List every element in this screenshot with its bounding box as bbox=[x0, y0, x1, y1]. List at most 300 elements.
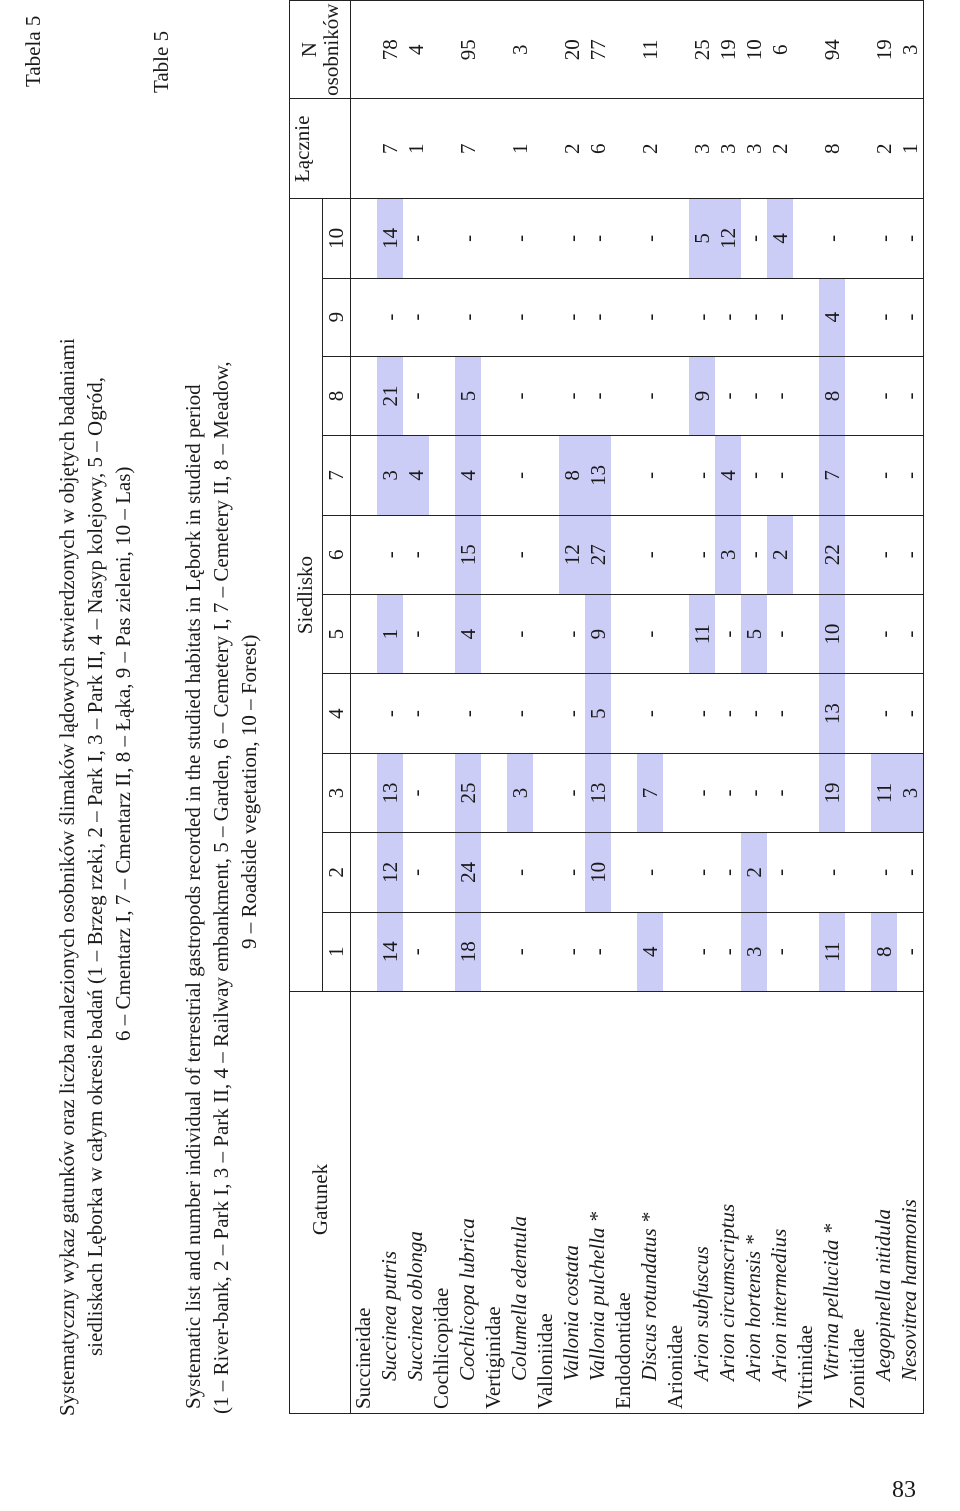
n-individuals-cell bbox=[611, 1, 637, 99]
total-cell: 1 bbox=[403, 99, 429, 199]
habitat-cell bbox=[429, 674, 455, 753]
habitat-cell bbox=[793, 674, 819, 753]
total-cell: 2 bbox=[559, 99, 585, 199]
habitat-cell: 7 bbox=[637, 753, 663, 832]
habitat-cell: 4 bbox=[403, 436, 429, 515]
habitat-cell bbox=[845, 594, 871, 673]
habitat-cell bbox=[533, 674, 559, 753]
habitat-cell bbox=[611, 199, 637, 278]
habitat-cell bbox=[351, 356, 378, 435]
habitat-cell: - bbox=[585, 912, 611, 991]
habitat-header-8: 8 bbox=[322, 356, 350, 435]
habitat-cell bbox=[611, 674, 637, 753]
habitat-cell: - bbox=[897, 912, 924, 991]
habitat-cell bbox=[351, 515, 378, 594]
habitat-cell: 3 bbox=[741, 912, 767, 991]
habitat-cell bbox=[845, 912, 871, 991]
habitat-cell: - bbox=[871, 356, 897, 435]
total-cell: 2 bbox=[767, 99, 793, 199]
habitat-cell: - bbox=[715, 753, 741, 832]
habitat-cell: - bbox=[897, 674, 924, 753]
habitat-cell bbox=[611, 436, 637, 515]
habitat-cell bbox=[351, 199, 378, 278]
habitat-cell: 3 bbox=[377, 436, 403, 515]
habitat-cell: 9 bbox=[689, 356, 715, 435]
habitat-cell: - bbox=[637, 278, 663, 356]
n-individuals-cell: 19 bbox=[871, 1, 897, 99]
n-individuals-cell bbox=[533, 1, 559, 99]
family-row bbox=[351, 1, 378, 1414]
habitat-cell: - bbox=[585, 278, 611, 356]
habitat-cell: 8 bbox=[559, 436, 585, 515]
habitat-cell: - bbox=[767, 594, 793, 673]
habitat-cell: - bbox=[689, 278, 715, 356]
habitat-cell: - bbox=[689, 912, 715, 991]
habitat-cell: - bbox=[637, 199, 663, 278]
caption-en-label: Table 5 bbox=[149, 30, 173, 93]
habitat-cell: 8 bbox=[819, 356, 845, 435]
n-label: N bbox=[297, 42, 321, 58]
habitat-cell: - bbox=[637, 594, 663, 673]
habitat-cell: - bbox=[871, 436, 897, 515]
habitat-cell: - bbox=[897, 278, 924, 356]
habitat-cell: - bbox=[403, 356, 429, 435]
habitat-cell bbox=[793, 753, 819, 832]
caption-pl-line3: 6 – Cmentarz I, 7 – Cmentarz II, 8 – Łąka, 9 – Pas zieleni, 10 – Las) bbox=[111, 466, 135, 1041]
habitat-cell bbox=[533, 356, 559, 435]
habitat-cell: - bbox=[819, 199, 845, 278]
habitat-cell: 22 bbox=[819, 515, 845, 594]
habitat-cell: - bbox=[767, 912, 793, 991]
habitat-cell: - bbox=[897, 833, 924, 912]
habitat-cell: 13 bbox=[377, 753, 403, 832]
species-name: Arion intermedius bbox=[767, 992, 793, 1414]
habitat-cell bbox=[533, 753, 559, 832]
habitat-cell bbox=[429, 199, 455, 278]
habitat-cell: - bbox=[871, 199, 897, 278]
habitat-cell: - bbox=[871, 515, 897, 594]
n-individuals-cell: 11 bbox=[637, 1, 663, 99]
habitat-cell bbox=[845, 278, 871, 356]
total-cell bbox=[429, 99, 455, 199]
caption-pl-label: Tabela 5 bbox=[21, 15, 45, 87]
table-row bbox=[377, 1, 403, 1414]
total-cell: 2 bbox=[637, 99, 663, 199]
habitat-cell: - bbox=[507, 833, 533, 912]
habitat-cell bbox=[663, 515, 689, 594]
family-name: Arionidae bbox=[663, 992, 689, 1414]
n-individuals-cell: 95 bbox=[455, 1, 481, 99]
habitat-cell: - bbox=[637, 436, 663, 515]
habitat-cell bbox=[793, 594, 819, 673]
habitat-cell: 10 bbox=[819, 594, 845, 673]
table-row bbox=[689, 1, 715, 1414]
habitat-cell bbox=[663, 594, 689, 673]
total-cell bbox=[845, 99, 871, 199]
habitat-cell: 21 bbox=[377, 356, 403, 435]
total-cell: 3 bbox=[741, 99, 767, 199]
habitat-cell bbox=[793, 356, 819, 435]
habitat-cell bbox=[611, 515, 637, 594]
total-cell bbox=[481, 99, 507, 199]
family-name: Vitrinidae bbox=[793, 992, 819, 1414]
habitat-cell: - bbox=[403, 278, 429, 356]
habitat-cell bbox=[481, 199, 507, 278]
n-individuals-cell bbox=[845, 1, 871, 99]
habitat-cell bbox=[611, 356, 637, 435]
habitat-cell: 15 bbox=[455, 515, 481, 594]
habitat-cell: - bbox=[637, 674, 663, 753]
habitat-cell bbox=[351, 278, 378, 356]
habitat-cell: - bbox=[559, 753, 585, 832]
habitat-cell: - bbox=[403, 515, 429, 594]
species-name: Succinea oblonga bbox=[403, 992, 429, 1414]
habitat-cell: - bbox=[403, 912, 429, 991]
habitat-cell: - bbox=[897, 356, 924, 435]
habitat-cell bbox=[611, 594, 637, 673]
family-name: Cochlicopidae bbox=[429, 992, 455, 1414]
habitat-cell bbox=[351, 753, 378, 832]
habitat-cell bbox=[481, 278, 507, 356]
table-row bbox=[559, 1, 585, 1414]
n-individuals-cell bbox=[351, 1, 378, 99]
habitat-cell: - bbox=[403, 833, 429, 912]
habitat-cell: - bbox=[715, 594, 741, 673]
habitat-cell: 1 bbox=[377, 594, 403, 673]
habitat-cell: 12 bbox=[559, 515, 585, 594]
family-row bbox=[845, 1, 871, 1414]
habitat-cell bbox=[611, 912, 637, 991]
total-cell: 3 bbox=[689, 99, 715, 199]
habitat-cell: - bbox=[689, 515, 715, 594]
habitat-cell bbox=[481, 594, 507, 673]
habitat-cell: 5 bbox=[585, 674, 611, 753]
habitat-cell: - bbox=[507, 356, 533, 435]
habitat-cell bbox=[611, 753, 637, 832]
habitat-cell: - bbox=[507, 278, 533, 356]
habitat-cell bbox=[533, 436, 559, 515]
habitat-cell bbox=[533, 199, 559, 278]
habitat-cell: 2 bbox=[741, 833, 767, 912]
habitat-cell bbox=[429, 515, 455, 594]
habitat-cell: - bbox=[559, 278, 585, 356]
habitat-cell: - bbox=[689, 436, 715, 515]
table-row bbox=[403, 1, 429, 1414]
habitat-cell bbox=[845, 436, 871, 515]
habitat-cell bbox=[429, 278, 455, 356]
habitat-cell: 5 bbox=[455, 356, 481, 435]
habitat-cell: - bbox=[715, 356, 741, 435]
habitat-cell bbox=[429, 753, 455, 832]
habitat-cell: - bbox=[767, 278, 793, 356]
habitat-cell: - bbox=[507, 912, 533, 991]
n-individuals-cell: 19 bbox=[715, 1, 741, 99]
habitat-cell bbox=[663, 674, 689, 753]
habitat-cell: 14 bbox=[377, 199, 403, 278]
habitat-cell bbox=[793, 833, 819, 912]
total-cell bbox=[533, 99, 559, 199]
habitat-cell: - bbox=[637, 356, 663, 435]
habitat-cell bbox=[663, 753, 689, 832]
n-individuals-cell: 3 bbox=[507, 1, 533, 99]
habitat-cell: 4 bbox=[455, 436, 481, 515]
osobnikow-label: osobników bbox=[319, 3, 343, 96]
n-individuals-cell bbox=[481, 1, 507, 99]
habitat-cell: - bbox=[559, 594, 585, 673]
caption-pl-line2: siedliskach Lęborka w całym okresie badań (1 – Brzeg rzeki, 2 – Park I, 3 – Park II, 4 – Nasyp kolejowy, 5 – Ogród, bbox=[83, 377, 107, 1356]
habitat-cell: - bbox=[689, 753, 715, 832]
habitat-cell: 7 bbox=[819, 436, 845, 515]
n-individuals-cell bbox=[429, 1, 455, 99]
habitat-cell bbox=[481, 912, 507, 991]
habitat-cell: - bbox=[455, 674, 481, 753]
habitat-cell: - bbox=[715, 833, 741, 912]
total-cell: 1 bbox=[897, 99, 924, 199]
habitat-cell: - bbox=[871, 594, 897, 673]
habitat-cell bbox=[663, 199, 689, 278]
caption-pl-line1: Systematyczny wykaz gatunków oraz liczba znalezionych osobników ślimaków lądowych stwierdzonych w objętych badaniami bbox=[55, 338, 79, 1416]
habitat-cell: - bbox=[741, 515, 767, 594]
habitat-cell: - bbox=[741, 356, 767, 435]
habitat-cell bbox=[533, 833, 559, 912]
total-cell bbox=[351, 99, 378, 199]
habitat-cell: 4 bbox=[819, 278, 845, 356]
total-cell: 7 bbox=[455, 99, 481, 199]
habitat-cell bbox=[845, 674, 871, 753]
habitat-cell: 2 bbox=[767, 515, 793, 594]
habitat-cell bbox=[793, 278, 819, 356]
species-name: Columella edentula bbox=[507, 992, 533, 1414]
habitat-cell bbox=[481, 674, 507, 753]
species-name: Aegopinella nitidula bbox=[871, 992, 897, 1414]
habitat-cell: - bbox=[767, 436, 793, 515]
habitat-cell: - bbox=[507, 199, 533, 278]
habitat-cell: - bbox=[741, 753, 767, 832]
family-row bbox=[611, 1, 637, 1414]
habitat-cell: - bbox=[897, 436, 924, 515]
n-individuals-cell bbox=[663, 1, 689, 99]
habitat-cell: 13 bbox=[585, 436, 611, 515]
habitat-cell: 12 bbox=[715, 199, 741, 278]
habitat-cell: - bbox=[559, 199, 585, 278]
habitat-cell: 24 bbox=[455, 833, 481, 912]
habitat-cell: - bbox=[455, 278, 481, 356]
family-row bbox=[429, 1, 455, 1414]
habitat-cell bbox=[793, 515, 819, 594]
family-name: Endodontidae bbox=[611, 992, 637, 1414]
habitat-cell: - bbox=[741, 278, 767, 356]
habitat-cell: - bbox=[689, 833, 715, 912]
habitat-cell: 3 bbox=[715, 515, 741, 594]
habitat-cell: 12 bbox=[377, 833, 403, 912]
table-row bbox=[767, 1, 793, 1414]
habitat-cell: - bbox=[403, 674, 429, 753]
habitat-cell bbox=[481, 436, 507, 515]
habitat-cell: 4 bbox=[637, 912, 663, 991]
total-cell: 8 bbox=[819, 99, 845, 199]
habitat-cell: 11 bbox=[871, 753, 897, 832]
habitat-cell bbox=[351, 674, 378, 753]
habitat-cell bbox=[663, 833, 689, 912]
species-name: Cochlicopa lubrica bbox=[455, 992, 481, 1414]
species-name: Vallonia costata bbox=[559, 992, 585, 1414]
habitat-cell bbox=[533, 912, 559, 991]
habitat-cell bbox=[845, 356, 871, 435]
n-individuals-cell: 94 bbox=[819, 1, 845, 99]
species-name: Discus rotundatus * bbox=[637, 992, 663, 1414]
col-header-lacznie: Łącznie bbox=[290, 99, 351, 199]
col-header-gatunek: Gatunek bbox=[290, 992, 351, 1414]
habitat-cell: 27 bbox=[585, 515, 611, 594]
habitat-cell bbox=[481, 356, 507, 435]
col-header-siedlisko: Siedlisko bbox=[290, 199, 323, 992]
habitat-header-6: 6 bbox=[322, 515, 350, 594]
habitat-cell: - bbox=[507, 515, 533, 594]
habitat-cell bbox=[351, 436, 378, 515]
habitat-cell: - bbox=[559, 674, 585, 753]
habitat-cell bbox=[611, 833, 637, 912]
table-row bbox=[507, 1, 533, 1414]
total-cell: 7 bbox=[377, 99, 403, 199]
habitat-cell bbox=[663, 912, 689, 991]
habitat-cell bbox=[351, 912, 378, 991]
family-row bbox=[533, 1, 559, 1414]
caption-en-line2: (1 – River-bank, 2 – Park I, 3 – Park II, 4 – Railway embankment, 5 – Garden, 6 – Cemetery I, 7 – Cemetery II, 8 – Meadow, bbox=[209, 361, 233, 1414]
habitat-cell: - bbox=[871, 674, 897, 753]
habitat-cell bbox=[845, 515, 871, 594]
habitat-cell bbox=[351, 594, 378, 673]
habitat-cell: 10 bbox=[585, 833, 611, 912]
habitat-cell bbox=[663, 436, 689, 515]
habitat-cell: 4 bbox=[767, 199, 793, 278]
species-name: Arion hortensis * bbox=[741, 992, 767, 1414]
habitat-cell: - bbox=[455, 199, 481, 278]
habitat-cell: - bbox=[741, 674, 767, 753]
habitat-header-5: 5 bbox=[322, 594, 350, 673]
habitat-cell bbox=[611, 278, 637, 356]
habitat-cell: - bbox=[637, 515, 663, 594]
habitat-cell: - bbox=[819, 833, 845, 912]
habitat-cell: 8 bbox=[871, 912, 897, 991]
page-number: 83 bbox=[892, 1477, 916, 1503]
habitat-header-3: 3 bbox=[322, 753, 350, 832]
n-individuals-cell: 3 bbox=[897, 1, 924, 99]
family-row bbox=[793, 1, 819, 1414]
caption-en-line1: Systematic list and number individual of terrestrial gastropods recorded in the studied habitats in Lębork in studied period bbox=[181, 384, 205, 1409]
habitat-cell bbox=[793, 912, 819, 991]
habitat-header-2: 2 bbox=[322, 833, 350, 912]
species-name: Vallonia pulchella * bbox=[585, 992, 611, 1414]
habitat-cell: 3 bbox=[897, 753, 924, 832]
habitat-header-10: 10 bbox=[322, 199, 350, 278]
habitat-cell bbox=[429, 356, 455, 435]
habitat-cell: - bbox=[585, 199, 611, 278]
habitat-cell: - bbox=[403, 753, 429, 832]
total-cell bbox=[611, 99, 637, 199]
habitat-cell: 13 bbox=[585, 753, 611, 832]
n-individuals-cell: 20 bbox=[559, 1, 585, 99]
habitat-cell bbox=[481, 833, 507, 912]
total-cell bbox=[663, 99, 689, 199]
table-row bbox=[819, 1, 845, 1414]
habitat-cell: - bbox=[507, 436, 533, 515]
habitat-cell bbox=[533, 515, 559, 594]
habitat-cell: - bbox=[507, 674, 533, 753]
table-row bbox=[455, 1, 481, 1414]
habitat-cell: - bbox=[715, 674, 741, 753]
habitat-header-7: 7 bbox=[322, 436, 350, 515]
habitat-cell: - bbox=[585, 356, 611, 435]
habitat-cell bbox=[429, 912, 455, 991]
habitat-cell: - bbox=[767, 753, 793, 832]
table-row bbox=[637, 1, 663, 1414]
habitat-cell: - bbox=[767, 674, 793, 753]
habitat-cell bbox=[481, 515, 507, 594]
table-row bbox=[715, 1, 741, 1414]
habitat-cell: - bbox=[559, 912, 585, 991]
habitat-cell bbox=[663, 356, 689, 435]
table-row bbox=[871, 1, 897, 1414]
habitat-cell: 4 bbox=[715, 436, 741, 515]
habitat-cell: - bbox=[377, 515, 403, 594]
habitat-cell: - bbox=[715, 278, 741, 356]
habitat-cell bbox=[793, 199, 819, 278]
habitat-cell: 14 bbox=[377, 912, 403, 991]
habitat-cell: - bbox=[767, 356, 793, 435]
habitat-cell: - bbox=[507, 594, 533, 673]
habitat-cell: 13 bbox=[819, 674, 845, 753]
habitat-cell: - bbox=[741, 436, 767, 515]
n-individuals-cell: 25 bbox=[689, 1, 715, 99]
habitat-cell: 5 bbox=[689, 199, 715, 278]
family-name: Valloniidae bbox=[533, 992, 559, 1414]
habitat-header-1: 1 bbox=[322, 912, 350, 991]
habitat-cell: 11 bbox=[819, 912, 845, 991]
species-name: Nesovitrea hammonis bbox=[897, 992, 924, 1414]
habitat-header-4: 4 bbox=[322, 674, 350, 753]
habitat-cell: - bbox=[897, 515, 924, 594]
species-name: Arion subfuscus bbox=[689, 992, 715, 1414]
habitat-cell bbox=[845, 199, 871, 278]
habitat-cell: - bbox=[767, 833, 793, 912]
table-row bbox=[585, 1, 611, 1414]
n-individuals-cell: 10 bbox=[741, 1, 767, 99]
habitat-cell bbox=[429, 594, 455, 673]
habitat-cell: - bbox=[897, 199, 924, 278]
table-row bbox=[741, 1, 767, 1414]
habitat-cell: 11 bbox=[689, 594, 715, 673]
family-name: Vertiginidae bbox=[481, 992, 507, 1414]
habitat-cell bbox=[429, 436, 455, 515]
habitat-cell bbox=[845, 753, 871, 832]
habitat-cell: - bbox=[403, 594, 429, 673]
habitat-cell bbox=[429, 833, 455, 912]
habitat-cell: - bbox=[741, 199, 767, 278]
habitat-cell: - bbox=[715, 912, 741, 991]
caption-en-line3: 9 – Roadside vegetation, 10 – Forest) bbox=[237, 634, 261, 949]
habitat-cell: - bbox=[637, 833, 663, 912]
family-name: Succineidae bbox=[351, 992, 378, 1414]
habitat-cell bbox=[533, 594, 559, 673]
habitat-cell bbox=[845, 833, 871, 912]
species-name: Succinea putris bbox=[377, 992, 403, 1414]
family-name: Zonitidae bbox=[845, 992, 871, 1414]
habitat-cell: - bbox=[871, 833, 897, 912]
n-individuals-cell: 77 bbox=[585, 1, 611, 99]
habitat-cell: 9 bbox=[585, 594, 611, 673]
habitat-cell: - bbox=[871, 278, 897, 356]
species-table bbox=[289, 0, 924, 1414]
